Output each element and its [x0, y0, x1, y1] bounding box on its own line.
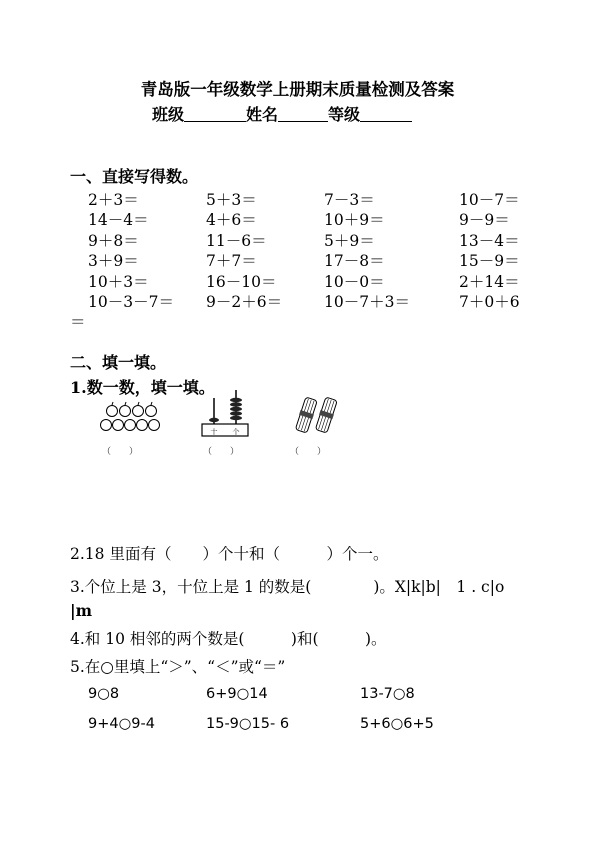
- grade-label: 等级: [328, 105, 361, 124]
- stick-bundle: [294, 397, 318, 434]
- section-2-heading: 二、填一填。: [70, 353, 167, 372]
- bead: [230, 407, 242, 411]
- answer-paren[interactable]: （ ）: [290, 447, 327, 457]
- question-3-wrap: |m: [70, 601, 93, 620]
- section-1-heading: 一、直接写得数。: [70, 167, 199, 186]
- stick-bundle: [314, 397, 338, 434]
- calc-item: 17－8＝: [324, 252, 385, 270]
- calc-item: 9＋8＝: [88, 232, 139, 250]
- class-label: 班级: [152, 105, 185, 124]
- compare-item: 5+6○6+5: [360, 716, 434, 732]
- apple: [107, 406, 118, 417]
- compare-item: 13-7○8: [360, 686, 415, 702]
- bead: [230, 398, 242, 402]
- compare-item: 6+9○14: [206, 686, 268, 702]
- question-4: 4.和 10 相邻的两个数是( )和( )。: [70, 630, 387, 648]
- apple: [146, 406, 157, 417]
- name-blank[interactable]: [278, 105, 328, 122]
- abacus-tens-label: 十: [210, 428, 218, 436]
- question-3: 3.个位上是 3，十位上是 1 的数是( )。X|k|b| 1 . c|o: [70, 578, 505, 596]
- calc-item: 10－7＝: [459, 191, 520, 209]
- question-2: 2.18 里面有（ ）个十和（ ）个一。: [70, 545, 389, 563]
- calc-item: 10＋9＝: [324, 211, 385, 229]
- calc-item: 5＋9＝: [324, 232, 375, 250]
- answer-paren[interactable]: （ ）: [203, 447, 240, 457]
- bead: [230, 402, 242, 406]
- calc-item: 2＋3＝: [88, 191, 139, 209]
- apple: [125, 420, 136, 431]
- calc-item: 7＋0＋6: [459, 293, 520, 311]
- apple: [120, 406, 131, 417]
- calc-item: 5＋3＝: [206, 191, 257, 209]
- name-label: 姓名: [246, 105, 279, 124]
- bead: [209, 418, 219, 422]
- question-1: 1.数一数，填一填。: [70, 378, 215, 397]
- bead: [230, 411, 242, 415]
- page-title: 青岛版一年级数学上册期末质量检测及答案: [140, 80, 455, 99]
- calc-item: 10－7＋3＝: [324, 293, 410, 311]
- calc-item: 9－2＋6＝: [206, 293, 283, 311]
- calc-item: 2＋14＝: [459, 273, 520, 291]
- calc-item: 16－10＝: [206, 273, 277, 291]
- calc-item: 10－0＝: [324, 273, 385, 291]
- calc-item: 7＋7＝: [206, 252, 257, 270]
- calc-item: 10－3－7＝: [88, 293, 174, 311]
- apple: [133, 406, 144, 417]
- grade-blank[interactable]: [360, 105, 412, 122]
- apple: [101, 420, 112, 431]
- bead: [230, 416, 242, 420]
- abacus-ones-label: 个: [232, 428, 240, 436]
- answer-paren[interactable]: （ ）: [102, 447, 139, 457]
- apples-picture: [96, 400, 168, 436]
- calc-item: 14－4＝: [88, 211, 149, 229]
- stick-bundles-picture: [294, 396, 342, 436]
- compare-item: 15-9○15- 6: [206, 716, 290, 732]
- calc-item: 13－4＝: [459, 232, 520, 250]
- calc-wrap: ＝: [70, 313, 86, 331]
- calc-item: 10＋3＝: [88, 273, 149, 291]
- calc-item: 15－9＝: [459, 252, 520, 270]
- abacus-picture: [198, 388, 252, 440]
- calc-item: 11－6＝: [206, 232, 267, 250]
- calc-item: 9－9＝: [459, 211, 510, 229]
- question-5: 5.在○里填上“＞”、“＜”或“＝”: [70, 658, 286, 676]
- compare-item: 9○8: [88, 686, 120, 702]
- calc-item: 4＋6＝: [206, 211, 257, 229]
- apple: [137, 420, 148, 431]
- calc-item: 7－3＝: [324, 191, 375, 209]
- calc-item: 3＋9＝: [88, 252, 139, 270]
- class-blank[interactable]: [184, 105, 246, 122]
- compare-item: 9+4○9-4: [88, 716, 155, 732]
- student-info-line: [152, 102, 412, 125]
- apple: [113, 420, 124, 431]
- apple: [149, 420, 160, 431]
